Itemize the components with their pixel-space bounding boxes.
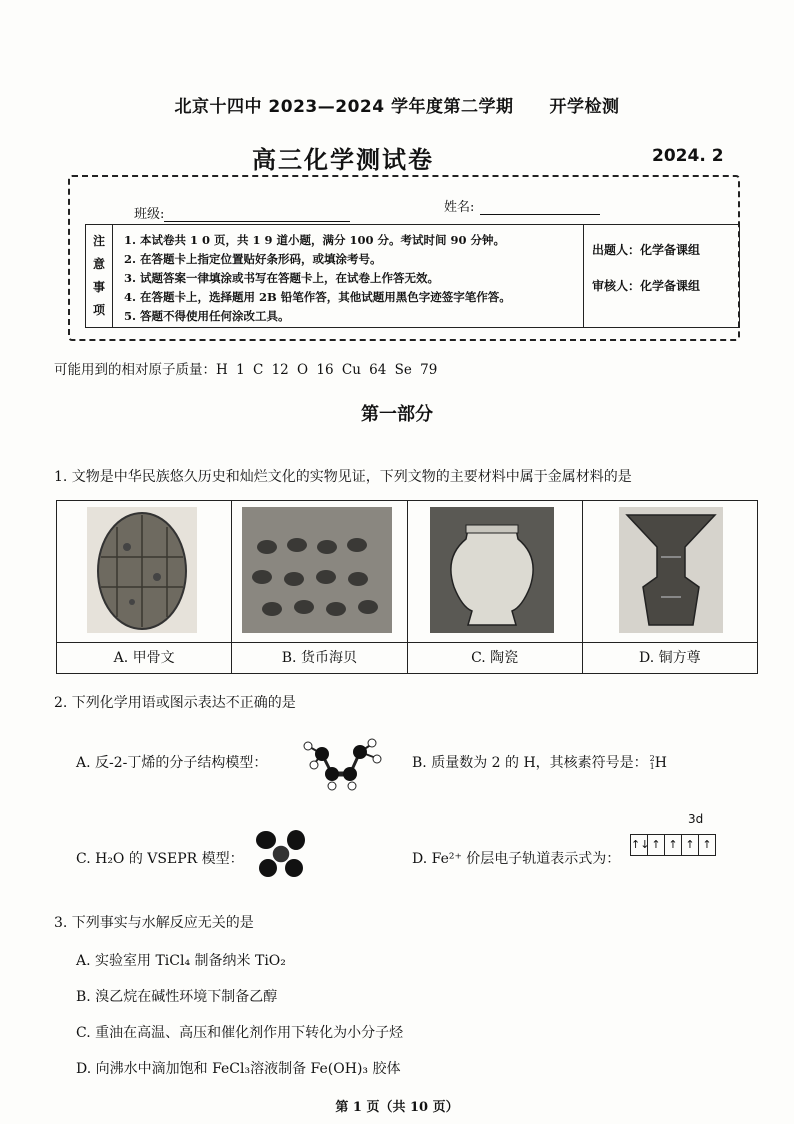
page-footer: 第 1 页（共 10 页） — [335, 1100, 459, 1115]
class-label: 班级: — [134, 207, 165, 222]
part-title: 第一部分 — [361, 404, 433, 425]
mass-number: 2 — [649, 754, 655, 763]
vsepr-model-icon — [252, 828, 308, 880]
name-blank[interactable] — [480, 202, 600, 215]
ceramic-jar-image — [430, 507, 554, 633]
q2-option-b[interactable]: B. 质量数为 2 的 H，其核素符号是： 2 1 H — [412, 754, 667, 771]
notice-item: 4. 在答题卡上，选择题用 2B 铅笔作答，其他试题用黑色字迹签字笔作答。 — [124, 290, 511, 304]
notice-list — [124, 231, 574, 326]
orbital-label: 3d — [688, 812, 704, 826]
notice-item: 2. 在答题卡上指定位置贴好条形码，或填涂考号。 — [124, 252, 382, 266]
q2-option-d[interactable]: D. Fe²⁺ 价层电子轨道表示式为： — [412, 851, 621, 867]
butene-model-icon — [296, 734, 384, 792]
q3-option-d[interactable]: D. 向沸水中滴加饱和 FeCl₃溶液制备 Fe(OH)₃ 胶体 — [76, 1061, 401, 1077]
atomic-masses: 可能用到的相对原子质量：H 1 C 12 O 16 Cu 64 Se 79 — [54, 362, 438, 378]
notice-label: 注 意 事 项 — [86, 225, 113, 327]
oracle-bone-image — [87, 507, 197, 633]
option-label: D. 铜方尊 — [583, 642, 757, 673]
notice-authors — [583, 225, 740, 327]
option-label: B. 货币海贝 — [232, 642, 406, 673]
bronze-zun-image — [619, 507, 723, 633]
exam-date: 2024. 2 — [652, 146, 724, 166]
orbital-box: ↑ — [682, 835, 699, 855]
orbital-diagram — [630, 834, 716, 856]
atomic-number: 1 — [649, 762, 655, 771]
q1-artifact-table — [56, 500, 758, 674]
notice-item: 1. 本试卷共 1 0 页，共 1 9 道小题，满分 100 分。考试时间 90 分钟。 — [124, 233, 506, 247]
orbital-box: ↑ — [648, 835, 665, 855]
orbital-box: ↑↓ — [631, 835, 648, 855]
q3-option-a[interactable]: A. 实验室用 TiCl₄ 制备纳米 TiO₂ — [76, 953, 286, 969]
option-label: C. 陶瓷 — [408, 642, 582, 673]
notice-item: 5. 答题不得使用任何涂改工具。 — [124, 309, 290, 323]
class-blank[interactable] — [164, 209, 350, 222]
q1-text: 1. 文物是中华民族悠久历史和灿烂文化的实物见证，下列文物的主要材料中属于金属材料的是 — [54, 469, 632, 485]
q2-option-a[interactable]: A. 反-2-丁烯的分子结构模型： — [76, 755, 268, 771]
setter: 出题人：化学备课组 — [592, 243, 701, 257]
q2-option-c[interactable]: C. H₂O 的 VSEPR 模型： — [76, 851, 244, 867]
q3-option-c[interactable]: C. 重油在高温、高压和催化剂作用下转化为小分子烃 — [76, 1025, 404, 1041]
orbital-box: ↑ — [702, 838, 712, 851]
exam-type: 开学检测 — [549, 97, 620, 117]
school-name: 北京十四中 2023—2024 学年度第二学期 — [174, 97, 514, 117]
school-header — [0, 92, 794, 117]
option-label: A. 甲骨文 — [57, 642, 231, 673]
shell-currency-image — [242, 507, 392, 633]
q1-option-c[interactable] — [408, 501, 583, 673]
class-field[interactable] — [134, 203, 350, 222]
notice-item: 3. 试题答案一律填涂或书写在答题卡上，在试卷上作答无效。 — [124, 271, 440, 285]
page-title: 高三化学测试卷 — [252, 145, 434, 174]
name-field[interactable] — [444, 196, 600, 215]
q2-text: 2. 下列化学用语或图示表达不正确的是 — [54, 695, 296, 711]
q1-option-d[interactable] — [583, 501, 757, 673]
reviewer: 审核人：化学备课组 — [592, 279, 701, 293]
name-label: 姓名: — [444, 200, 475, 215]
q1-option-a[interactable] — [57, 501, 232, 673]
q1-option-b[interactable] — [232, 501, 407, 673]
nuclide-symbol: H — [654, 755, 667, 771]
orbital-box: ↑ — [665, 835, 682, 855]
q3-option-b[interactable]: B. 溴乙烷在碱性环境下制备乙醇 — [76, 989, 278, 1005]
q3-text: 3. 下列事实与水解反应无关的是 — [54, 915, 254, 931]
notice-table — [85, 224, 740, 328]
